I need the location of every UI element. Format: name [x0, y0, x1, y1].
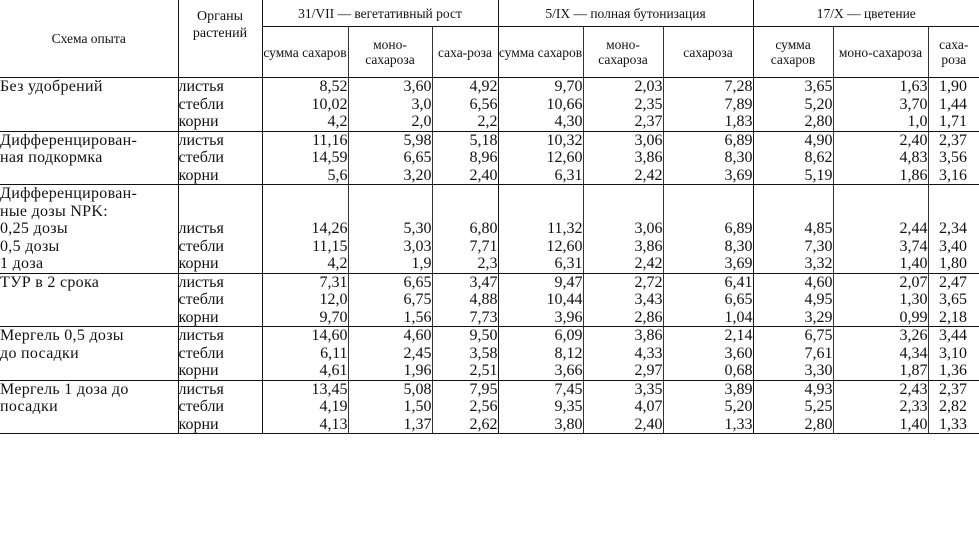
value: 3,70: [899, 95, 928, 113]
value: 8,12: [554, 344, 583, 362]
scheme-cell: [0, 78, 178, 132]
scheme-cell: [0, 131, 178, 185]
value: 10,44: [546, 291, 583, 308]
scheme-line: 1 доза: [0, 255, 44, 272]
organ-label: стебли: [178, 95, 224, 113]
scheme-line: ные дозы NPK:: [0, 202, 108, 220]
value-cell: [583, 380, 663, 434]
value-cell: [583, 327, 663, 381]
table-row: [0, 78, 979, 132]
value: 14,26: [311, 220, 348, 237]
value: 5,98: [403, 131, 432, 149]
value: 4,13: [319, 415, 348, 433]
value: 4,93: [804, 380, 833, 398]
value: 2,18: [939, 308, 967, 326]
value-cell: [262, 327, 348, 381]
value: 4,95: [804, 291, 833, 308]
scheme-line: 0,25 дозы: [0, 220, 68, 237]
organ-label: листья: [178, 131, 224, 149]
table-row: [0, 131, 979, 185]
value-cell: [262, 380, 348, 434]
value-cell: [833, 78, 928, 132]
scheme-line: ТУР в 2 срока: [0, 273, 100, 291]
value-cell: [663, 131, 753, 185]
value: 3,65: [939, 291, 967, 308]
value: 6,31: [554, 166, 583, 184]
value: 4,30: [554, 113, 583, 130]
organs-cell: [178, 327, 262, 381]
value: 6,11: [320, 344, 348, 362]
value: 14,60: [311, 327, 348, 344]
value-cell: [262, 131, 348, 185]
value: 3,20: [403, 166, 432, 184]
value: 3,66: [554, 362, 583, 379]
value-cell: [833, 273, 928, 327]
subheader-p2-c3: сахароза: [663, 27, 753, 78]
value: 4,60: [804, 273, 833, 291]
value-cell: [663, 78, 753, 132]
value-cell: [432, 273, 498, 327]
value: 1,33: [724, 415, 753, 433]
scheme-line: до посадки: [0, 344, 79, 362]
value: 3,65: [804, 78, 833, 95]
organ-label: листья: [178, 78, 224, 95]
value: 10,02: [311, 95, 348, 113]
value: 6,89: [724, 220, 753, 237]
value: 13,45: [311, 380, 348, 398]
subheader-p1-c1: сумма сахаров: [262, 27, 348, 78]
value: 2,56: [469, 398, 498, 415]
value: 7,61: [804, 344, 833, 362]
value: 3,29: [804, 308, 833, 326]
value-cell: [928, 78, 979, 132]
value: 0,68: [724, 362, 753, 379]
value: 1,33: [939, 415, 967, 433]
value: 1,36: [939, 362, 967, 379]
value: 1,04: [724, 308, 753, 326]
value: 5,18: [469, 131, 498, 149]
organ-label: листья: [178, 220, 224, 237]
value: 2,37: [634, 113, 663, 130]
value: 3,16: [939, 166, 967, 184]
value-cell: [753, 78, 833, 132]
value: 7,73: [469, 308, 498, 326]
value: 4,07: [634, 398, 663, 415]
value: 4,34: [899, 344, 928, 362]
value: 2,44: [899, 220, 928, 237]
value: 3,80: [554, 415, 583, 433]
organ-label: листья: [178, 327, 224, 344]
value: 6,65: [403, 149, 432, 166]
value: 12,0: [319, 291, 348, 308]
subheader-p1-c2: моно-сахароза: [348, 27, 432, 78]
value: 11,32: [547, 220, 583, 237]
table-row: [0, 380, 979, 434]
value-cell: [432, 380, 498, 434]
value: 2,40: [634, 415, 663, 433]
organ-label: корни: [178, 362, 219, 379]
value: 2,62: [469, 415, 498, 433]
value: 3,43: [634, 291, 663, 308]
value: 5,19: [804, 166, 833, 184]
value: 7,95: [469, 380, 498, 398]
value: 9,47: [554, 273, 583, 291]
value-cell: [583, 185, 663, 274]
value: 6,75: [403, 291, 432, 308]
value-cell: [833, 327, 928, 381]
subheader-p3-c2: моно-сахароза: [833, 27, 928, 78]
value: 8,30: [724, 237, 753, 255]
value: 2,34: [939, 220, 967, 237]
value-cell: [753, 273, 833, 327]
value: 3,60: [403, 78, 432, 95]
value: 11,16: [312, 131, 348, 149]
value: 8,62: [804, 149, 833, 166]
scheme-cell: [0, 380, 178, 434]
value: 2,0: [411, 113, 432, 130]
value-cell: [583, 78, 663, 132]
value: 6,65: [403, 273, 432, 291]
value-cell: [432, 131, 498, 185]
value: 5,30: [403, 220, 432, 237]
header-period-1: 31/VII — вегетативный рост: [262, 0, 498, 27]
organ-label: корни: [178, 308, 219, 326]
value: 3,06: [634, 220, 663, 237]
value: 3,03: [403, 237, 432, 255]
value: 7,71: [469, 237, 498, 255]
value: 1,86: [899, 166, 928, 184]
value-cell: [432, 78, 498, 132]
value: 3,89: [724, 380, 753, 398]
table-row: [0, 273, 979, 327]
value-cell: [663, 273, 753, 327]
subheader-p2-c2: моно-сахароза: [583, 27, 663, 78]
value: 1,56: [403, 308, 432, 326]
value-cell: [348, 131, 432, 185]
value-cell: [498, 327, 583, 381]
table-row: [0, 327, 979, 381]
value: 1,87: [899, 362, 928, 379]
value-cell: [833, 185, 928, 274]
scheme-cell: [0, 273, 178, 327]
value-cell: [262, 185, 348, 274]
value: 4,85: [804, 220, 833, 237]
value-cell: [833, 380, 928, 434]
value: 3,60: [724, 344, 753, 362]
value-cell: [498, 131, 583, 185]
organ-label: корни: [178, 166, 219, 184]
value: 6,75: [804, 327, 833, 344]
scheme-line: 0,5 дозы: [0, 237, 60, 255]
value: 4,2: [327, 255, 348, 272]
value: 3,86: [634, 149, 663, 166]
header-scheme: Схема опыта: [0, 0, 178, 78]
value: 6,56: [469, 95, 498, 113]
value-cell: [498, 273, 583, 327]
value-cell: [498, 380, 583, 434]
scheme-line: Дифференцирован-: [0, 131, 138, 149]
value: 1,63: [899, 78, 928, 95]
organs-cell: [178, 380, 262, 434]
value: 9,70: [554, 78, 583, 95]
value: 2,37: [939, 131, 967, 149]
subheader-p1-c3: саха-роза: [432, 27, 498, 78]
value: 4,2: [327, 113, 348, 130]
value-cell: [348, 78, 432, 132]
value: 10,32: [546, 131, 583, 149]
scheme-line: ная подкормка: [0, 149, 103, 166]
value: 3,30: [804, 362, 833, 379]
organs-cell: [178, 131, 262, 185]
value: 5,20: [724, 398, 753, 415]
table-row: [0, 185, 979, 274]
value: 8,96: [469, 149, 498, 166]
value: 2,80: [804, 113, 833, 130]
value: 7,45: [554, 380, 583, 398]
value: 4,90: [804, 131, 833, 149]
organ-label: корни: [178, 255, 219, 272]
value: 3,69: [724, 255, 753, 272]
value: 2,40: [469, 166, 498, 184]
value: 3,40: [939, 237, 967, 255]
organ-label: стебли: [178, 398, 224, 415]
organ-label: стебли: [178, 237, 224, 255]
value: 1,0: [907, 113, 928, 130]
value: 4,60: [403, 327, 432, 344]
scheme-cell: [0, 327, 178, 381]
value: 2,33: [899, 398, 928, 415]
value-cell: [753, 131, 833, 185]
value: 4,92: [469, 78, 498, 95]
value: 6,80: [469, 220, 498, 237]
value: 5,08: [403, 380, 432, 398]
scheme-line: Дифференцирован-: [0, 185, 138, 202]
value: 2,37: [939, 380, 967, 398]
value: 9,70: [319, 308, 348, 326]
organs-cell: [178, 273, 262, 327]
value: 1,40: [899, 415, 928, 433]
value: 1,37: [403, 415, 432, 433]
value: 4,19: [319, 398, 348, 415]
organ-label: стебли: [178, 291, 224, 308]
value-cell: [753, 327, 833, 381]
organs-cell: [178, 78, 262, 132]
organs-cell: [178, 185, 262, 274]
value: 0,99: [899, 308, 928, 326]
value: 6,31: [554, 255, 583, 272]
value: 7,31: [319, 273, 348, 291]
value: 3,86: [634, 237, 663, 255]
scheme-line: посадки: [0, 398, 58, 415]
value: 2,72: [634, 273, 663, 291]
value: 1,71: [939, 113, 967, 130]
value: 2,86: [634, 308, 663, 326]
value-cell: [432, 327, 498, 381]
header-organs: Органы растений: [178, 0, 262, 78]
value: 1,90: [939, 78, 967, 95]
value: 1,40: [899, 255, 928, 272]
value-cell: [663, 185, 753, 274]
value-cell: [262, 273, 348, 327]
organ-label: стебли: [178, 149, 224, 166]
value: 3,06: [634, 131, 663, 149]
value-cell: [348, 273, 432, 327]
subheader-p2-c1: сумма сахаров: [498, 27, 583, 78]
value-cell: [928, 380, 979, 434]
value: 1,96: [403, 362, 432, 379]
value: 2,43: [899, 380, 928, 398]
value: 2,45: [403, 344, 432, 362]
value: 2,3: [477, 255, 498, 272]
value: 7,30: [804, 237, 833, 255]
organ-label: стебли: [178, 344, 224, 362]
value: 9,35: [554, 398, 583, 415]
value: 14,59: [311, 149, 348, 166]
organ-label: листья: [178, 380, 224, 398]
value: 2,42: [634, 166, 663, 184]
value-cell: [432, 185, 498, 274]
value: 6,09: [554, 327, 583, 344]
value: 2,47: [939, 273, 967, 291]
value: 6,65: [724, 291, 753, 308]
value-cell: [583, 273, 663, 327]
value: 11,15: [312, 237, 348, 255]
value-cell: [348, 380, 432, 434]
value: 2,03: [634, 78, 663, 95]
value: 3,10: [939, 344, 967, 362]
value: 6,41: [724, 273, 753, 291]
organ-label: корни: [178, 113, 219, 130]
value: 3,47: [469, 273, 498, 291]
value-cell: [262, 78, 348, 132]
value: 8,30: [724, 149, 753, 166]
value: 2,07: [899, 273, 928, 291]
value: 10,66: [546, 95, 583, 113]
value: 9,50: [469, 327, 498, 344]
value: 3,96: [554, 308, 583, 326]
header-period-3: 17/X — цветение: [753, 0, 979, 27]
subheader-p3-c3: саха-роза: [928, 27, 979, 78]
value: 7,89: [724, 95, 753, 113]
value-cell: [348, 327, 432, 381]
value: 1,30: [899, 291, 928, 308]
scheme-line: Мергель 0,5 дозы: [0, 327, 124, 344]
organ-label: корни: [178, 415, 219, 433]
value: 1,9: [411, 255, 432, 272]
value: 5,25: [804, 398, 833, 415]
value-cell: [663, 380, 753, 434]
scheme-line: Мергель 1 доза до: [0, 380, 129, 398]
value: 2,2: [477, 113, 498, 130]
organ-label: листья: [178, 273, 224, 291]
value: 3,0: [411, 95, 432, 113]
value-cell: [753, 185, 833, 274]
value: 2,97: [634, 362, 663, 379]
value: 3,69: [724, 166, 753, 184]
value: 4,83: [899, 149, 928, 166]
value-cell: [498, 78, 583, 132]
value: 4,61: [319, 362, 348, 379]
scheme-cell: [0, 185, 178, 274]
subheader-p3-c1: сумма сахаров: [753, 27, 833, 78]
value: 3,74: [899, 237, 928, 255]
value: 3,56: [939, 149, 967, 166]
value-cell: [928, 185, 979, 274]
value: 3,35: [634, 380, 663, 398]
value: 3,86: [634, 327, 663, 344]
value: 3,32: [804, 255, 833, 272]
value-cell: [498, 185, 583, 274]
value: 2,42: [634, 255, 663, 272]
value: 3,44: [939, 327, 967, 344]
value: 2,40: [899, 131, 928, 149]
value: 2,51: [469, 362, 498, 379]
value: 1,44: [939, 95, 967, 113]
value: 1,50: [403, 398, 432, 415]
value-cell: [348, 185, 432, 274]
header-period-2: 5/IX — полная бутонизация: [498, 0, 753, 27]
value: 12,60: [546, 149, 583, 166]
scheme-line: Без удобрений: [0, 78, 103, 95]
value-cell: [928, 131, 979, 185]
value: 8,52: [319, 78, 348, 95]
value: 3,58: [469, 344, 498, 362]
value-cell: [833, 131, 928, 185]
value: 4,88: [469, 291, 498, 308]
value: 2,82: [939, 398, 967, 415]
value: 4,33: [634, 344, 663, 362]
value: 1,83: [724, 113, 753, 130]
value: 5,20: [804, 95, 833, 113]
value-cell: [663, 327, 753, 381]
value-cell: [928, 327, 979, 381]
value: 12,60: [546, 237, 583, 255]
value-cell: [753, 380, 833, 434]
value-cell: [583, 131, 663, 185]
value: 6,89: [724, 131, 753, 149]
value: 2,80: [804, 415, 833, 433]
value: 7,28: [724, 78, 753, 95]
value: 1,80: [939, 255, 967, 272]
value-cell: [928, 273, 979, 327]
value: 3,26: [899, 327, 928, 344]
value: 2,35: [634, 95, 663, 113]
value: 5,6: [327, 166, 348, 184]
value: 2,14: [724, 327, 753, 344]
